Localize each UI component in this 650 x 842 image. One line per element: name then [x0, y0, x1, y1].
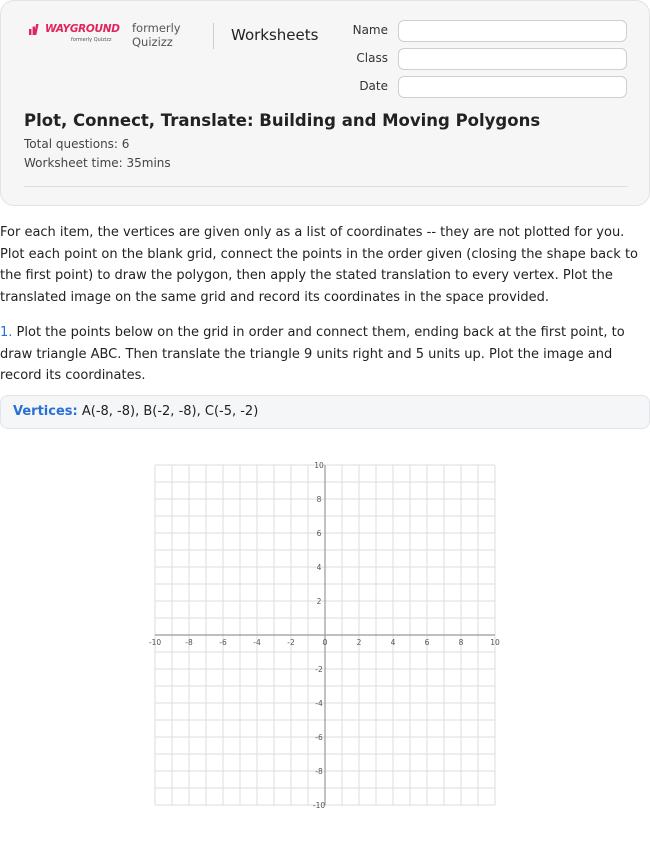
- x-tick-label: -8: [185, 638, 193, 647]
- y-tick-label: -2: [315, 665, 323, 674]
- y-tick-label: 4: [316, 563, 322, 572]
- x-tick-label: 4: [390, 638, 396, 647]
- vertices-label: Vertices:: [13, 404, 78, 419]
- total-questions: Total questions: 6: [24, 137, 130, 151]
- class-field[interactable]: [398, 48, 627, 70]
- y-tick-label: 10: [314, 461, 324, 470]
- header-bottom-divider: [24, 186, 628, 187]
- wayground-logo-icon: [29, 24, 43, 35]
- y-tick-label: -8: [315, 767, 323, 776]
- name-field-row: [341, 20, 631, 42]
- date-label: Date: [359, 79, 388, 93]
- class-field-row: [341, 48, 631, 70]
- brand-logo: [29, 23, 121, 43]
- worksheet-time: Worksheet time: 35mins: [24, 156, 171, 170]
- x-tick-label: 0: [322, 638, 328, 647]
- name-field[interactable]: [398, 20, 627, 42]
- x-tick-label: -4: [253, 638, 261, 647]
- header-divider: [213, 23, 214, 49]
- brand-name: WAYGROUND: [45, 23, 120, 35]
- coordinate-grid[interactable]: [0, 440, 650, 820]
- name-label: Name: [352, 23, 388, 37]
- vertices-box: [0, 395, 650, 429]
- date-field-row: [341, 76, 631, 98]
- class-label: Class: [356, 51, 388, 65]
- y-tick-label: 8: [316, 495, 322, 504]
- y-tick-label: -10: [312, 801, 326, 810]
- question-1: [0, 322, 650, 387]
- formerly-line1: formerly: [132, 21, 181, 35]
- x-tick-label: 2: [356, 638, 362, 647]
- x-tick-label: -6: [219, 638, 227, 647]
- brand-subtitle: formerly Quizizz: [71, 37, 112, 43]
- y-tick-label: -4: [315, 699, 323, 708]
- formerly-line2: Quizizz: [132, 35, 173, 49]
- worksheet-title: Plot, Connect, Translate: Building and Moving Polygons: [24, 111, 541, 130]
- question-text: Plot the points below on the grid in order and connect them, ending back at the first point, to draw triangle ABC. Then translate the triangle 9 units right and 5 units up. Plot the image and record its coordinates.: [0, 325, 625, 383]
- x-tick-label: 6: [424, 638, 430, 647]
- x-tick-label: -2: [287, 638, 295, 647]
- y-tick-label: 2: [316, 597, 322, 606]
- y-tick-label: 6: [316, 529, 322, 538]
- x-tick-label: 8: [458, 638, 464, 647]
- formerly-note: [132, 21, 181, 49]
- x-tick-label: 10: [490, 638, 500, 647]
- x-tick-label: -10: [148, 638, 162, 647]
- instructions-text: For each item, the vertices are given only as a list of coordinates -- they are not plotted for you. Plot each point on the blank grid, connect the points in the order given (closing the shape back to the first point) to draw the polygon, then apply the stated translation to every vertex. Plot the translated image on the same grid and record its coordinates in the space provided.: [0, 225, 639, 305]
- vertices-value: A(-8, -8), B(-2, -8), C(-5, -2): [81, 404, 259, 419]
- section-title: Worksheets: [231, 26, 319, 44]
- worksheet-header: [0, 0, 650, 206]
- y-tick-label: -6: [315, 733, 323, 742]
- question-number: 1.: [0, 325, 13, 340]
- date-field[interactable]: [398, 76, 627, 98]
